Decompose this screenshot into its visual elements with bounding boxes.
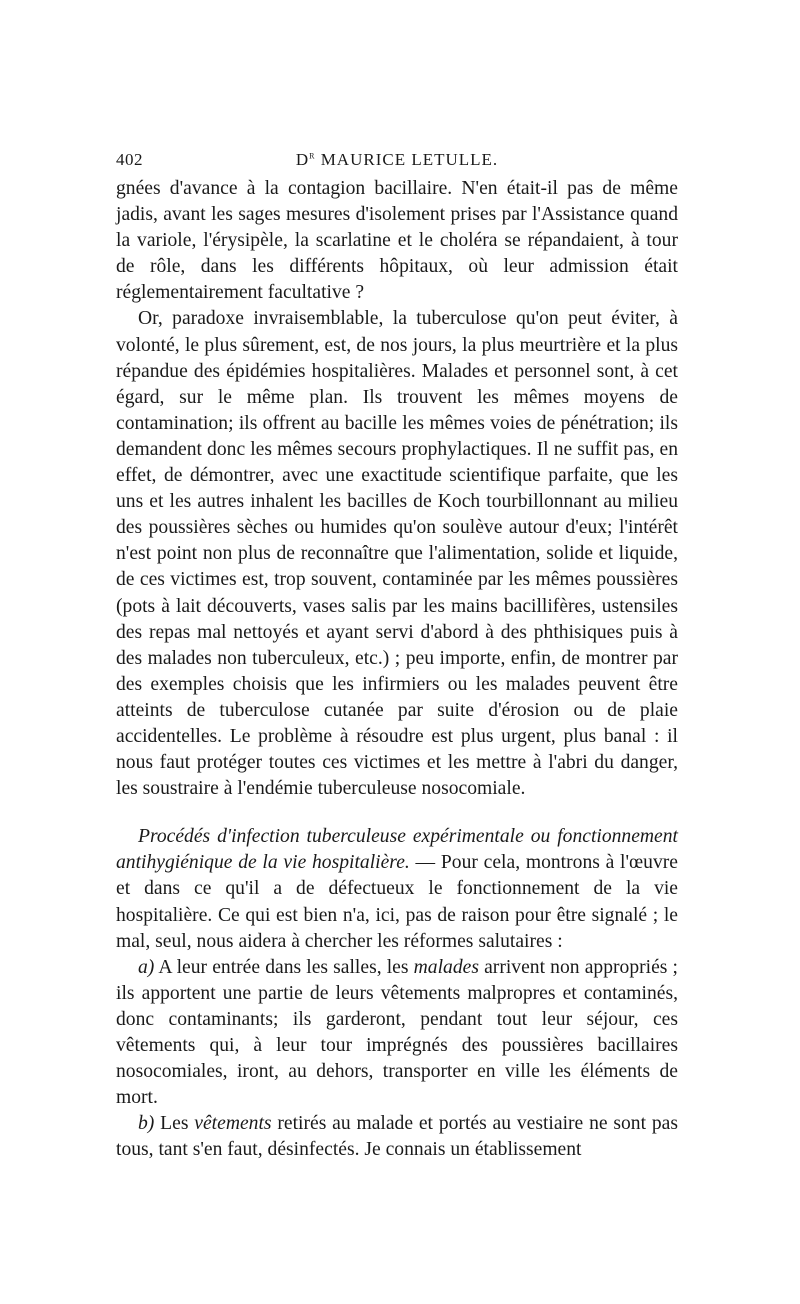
item-label-a: a): [138, 956, 155, 978]
body-text: [116, 176, 678, 1163]
item-a-after: arrivent non appropriés ; ils apportent une partie de leurs vêtements malpropres et contaminés, donc contaminants; ils garderont, pendant tout leur séjour, ces vêtements qui, à leur tour imprégnés des poussières bacillaires nosocomiales, iront, au dehors, transporter en ville les éléments de mort.: [116, 956, 678, 1109]
paragraph-item-b: [116, 1111, 678, 1163]
running-title-prefix: D: [295, 150, 310, 169]
item-b-after: retirés au malade et portés au vestiaire ne sont pas tous, tant s'en faut, désinfectés. Je connais un établissement: [116, 1113, 678, 1161]
item-b-before: Les: [154, 1113, 195, 1135]
running-title-sup: r: [309, 149, 316, 162]
section-heading: Procédés d'infection tuberculeuse expérimentale ou fonctionnement antihygiénique de la vie hospitalière.: [116, 826, 678, 874]
book-page: [116, 150, 678, 1163]
section-gap: [116, 802, 678, 824]
paragraph-continuation: gnées d'avance à la contagion bacillaire. N'en était-il pas de même jadis, avant les sages mesures d'isolement prises par l'Assistance quand la variole, l'érysipèle, la scarlatine et le choléra se répandaient, à tour de rôle, dans les différents hôpitaux, où leur admission était réglementairement facultative ?: [116, 178, 678, 304]
paragraph-item-a: [116, 955, 678, 1112]
running-title-name: MAURICE LETULLE.: [315, 150, 499, 169]
item-label-b: b): [138, 1113, 155, 1135]
page-number: 402: [116, 150, 143, 169]
item-b-emphasis: vêtements: [194, 1113, 272, 1135]
item-a-before: A leur entrée dans les salles, les: [154, 956, 414, 978]
paragraph-paradox: Or, paradoxe invraisemblable, la tuberculose qu'on peut éviter, à volonté, le plus sûrement, est, de nos jours, la plus meurtrière et la plus répandue des épidémies hospitalières. Malades et personnel sont, à cet égard, sur le même plan. Ils trouvent les mêmes moyens de contamination; ils offrent au bacille les mêmes voies de pénétration; ils demandent donc les mêmes secours prophylactiques. Il ne suffit pas, en effet, de démontrer, avec une exactitude scientifique parfaite, que les uns et les autres inhalent les bacilles de Koch tourbillonnant au milieu des poussières sèches ou humides qu'on soulève autour d'eux; l'intérêt n'est point non plus de reconnaître que l'alimentation, solide et liquide, de ces victimes est, trop souvent, contaminée par les mêmes poussières (pots à lait découverts, vases salis par les mains bacillifères, ustensiles des repas mal nettoyés et ayant servi d'abord à des phthisiques puis à des malades non tuberculeux, etc.) ; peu importe, enfin, de montrer par des exemples choisis que les infirmiers ou les malades peuvent être atteints de tuberculose cutanée par suite d'érosion ou de plaie accidentelles. Le problème à résoudre est plus urgent, plus banal : il nous faut protéger toutes ces victimes et les mettre à l'abri du danger, les soustraire à l'endémie tuberculeuse nosocomiale.: [116, 308, 678, 800]
item-a-emphasis: malades: [413, 956, 479, 978]
paragraph-section-procedures: [116, 824, 678, 954]
section-heading-text: — Pour cela, montrons à l'œuvre et dans ce qu'il a de défectueux le fonctionnement de la vie hospitalière. Ce qui est bien n'a, ici, pas de raison pour être signalé ; le mal, seul, nous aidera à chercher les réformes salutaires :: [116, 852, 678, 952]
running-title: [116, 150, 678, 170]
running-head: [116, 150, 678, 176]
